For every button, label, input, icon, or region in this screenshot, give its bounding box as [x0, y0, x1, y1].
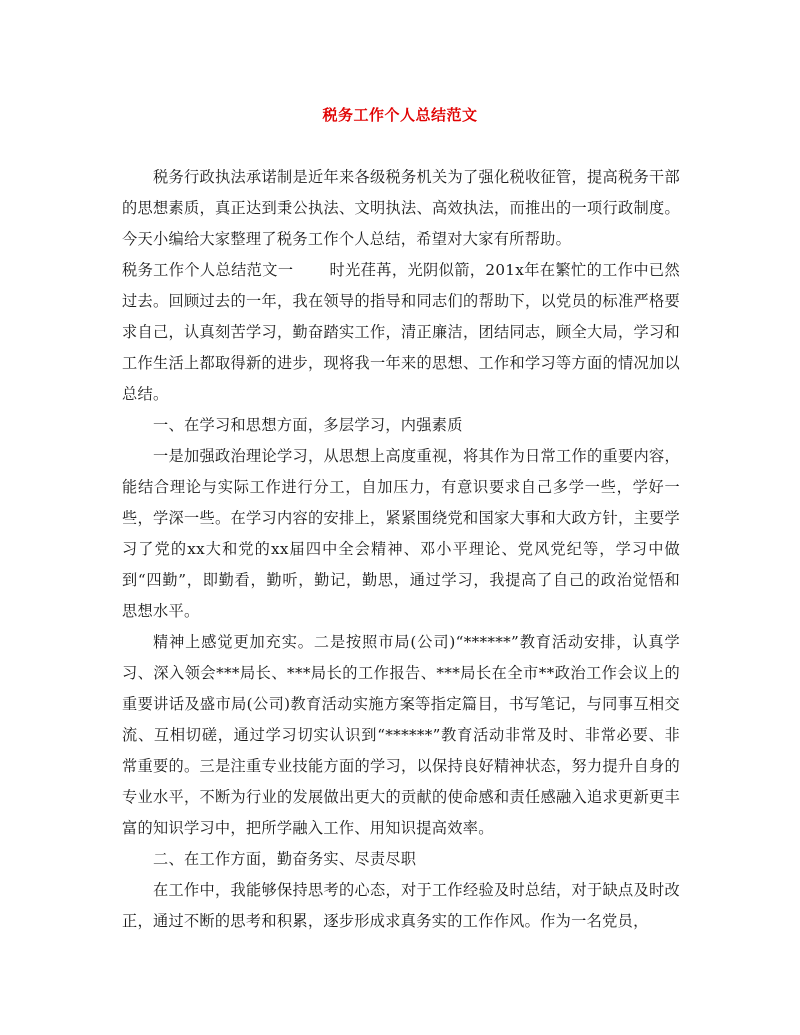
document-body — [122, 162, 680, 937]
section1-paragraph-2: 精神上感觉更加充实。二是按照市局(公司)“******”教育活动安排，认真学习、深入领会***局长、***局长的工作报告、***局长在全市**政治工作会议上的重要讲话及盛市局(公司)教育活动实施方案等指定篇目，书写笔记，与同事互相交流、互相切磋，通过学习切实认识到“******”教育活动非常及时、非常必要、非常重要的。三是注重专业技能方面的学习，以保持良好精神状态，努力提升自身的专业水平，不断为行业的发展做出更大的贡献的使命感和责任感融入追求更新更丰富的知识学习中，把所学融入工作、用知识提高效率。 — [122, 633, 680, 837]
article-first-paragraph — [122, 255, 680, 410]
document-title: 税务工作个人总结范文 — [322, 106, 478, 124]
intro-paragraph: 税务行政执法承诺制是近年来各级税务机关为了强化税收征管，提高税务干部的思想素质，真正达到秉公执法、文明执法、高效执法，而推出的一项行政制度。今天小编给大家整理了税务工作个人总结，希望对大家有所帮助。 — [122, 168, 680, 248]
section2-paragraph-1: 在工作中，我能够保持思考的心态，对于工作经验及时总结，对于缺点及时改正，通过不断的思考和积累，逐步形成求真务实的工作作风。作为一名党员， — [122, 881, 680, 930]
article-label: 税务工作个人总结范文一 — [122, 261, 294, 279]
section2-heading: 二、在工作方面，勤奋务实、尽责尽职 — [153, 850, 417, 868]
section1-heading: 一、在学习和思想方面，多层学习，内强素质 — [153, 416, 463, 434]
article-first-text: 时光荏苒，光阴似箭，201x年在繁忙的工作中已然过去。回顾过去的一年，我在领导的指导和同志们的帮助下，以党员的标准严格要求自己，认真刻苦学习，勤奋踏实工作，清正廉洁，团结同志，顾全大局，学习和工作生活上都取得新的进步，现将我一年来的思想、工作和学习等方面的情况加以总结。 — [122, 261, 680, 403]
section1-paragraph-1: 一是加强政治理论学习，从思想上高度重视，将其作为日常工作的重要内容，能结合理论与实际工作进行分工，自加压力，有意识要求自己多学一些，学好一些，学深一些。在学习内容的安排上，紧紧围绕党和国家大事和大政方针，主要学习了党的xx大和党的xx届四中全会精神、邓小平理论、党风党纪等，学习中做到“四勤”，即勤看，勤听，勤记，勤思，通过学习，我提高了自己的政治觉悟和思想水平。 — [122, 447, 680, 620]
